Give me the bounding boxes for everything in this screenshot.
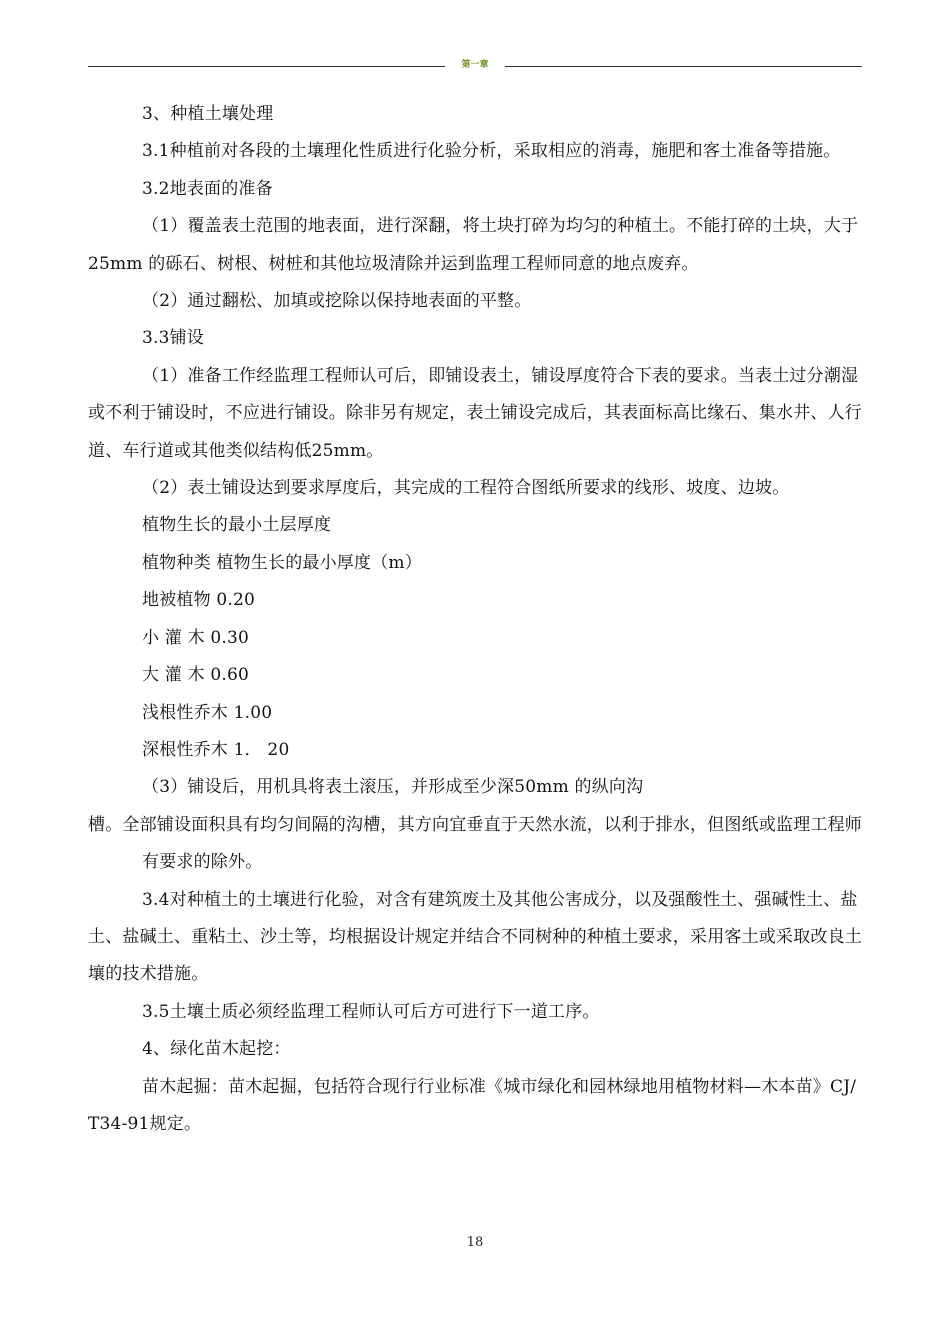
paragraph-3-3-3-cont: 槽。全部铺设面积具有均匀间隔的沟槽，其方向宜垂直于天然水流，以利于排水，但图纸或监理工程师 xyxy=(88,814,862,835)
heading-3-3: 3.3铺设 xyxy=(142,328,205,349)
heading-3-2: 3.2地表面的准备 xyxy=(142,178,273,199)
table-row: 大 灌 木 0.60 xyxy=(142,665,250,686)
table-row: 浅根性乔木 1.00 xyxy=(142,702,273,723)
table-row: 地被植物 0.20 xyxy=(142,590,256,611)
heading-soil-treatment: 3、种植土壤处理 xyxy=(142,104,274,124)
paragraph-3-2-2: （2）通过翻松、加填或挖除以保持地表面的平整。 xyxy=(142,291,532,312)
table-header-row: 植物种类 植物生长的最小厚度（m） xyxy=(142,552,422,573)
table-row: 小 灌 木 0.30 xyxy=(142,627,250,648)
chapter-label: 第一章 xyxy=(445,60,505,70)
document-body xyxy=(88,96,862,1143)
paragraph-3-4: 3.4对种植土的土壤进行化验，对含有建筑废土及其他公害成分，以及强酸性土、强碱性土、盐土、盐碱土、重粘土、沙土等，均根据设计规定并结合不同树种的种植土要求，采用客土或采取改良土壤的技术措施。 xyxy=(88,889,862,985)
paragraph-3-3-3-end: 有要求的除外。 xyxy=(142,852,263,873)
paragraph-3-3-3: （3）铺设后，用机具将表土滚压，并形成至少深50mm 的纵向沟 xyxy=(142,777,644,798)
paragraph-3-5: 3.5土壤土质必须经监理工程师认可后方可进行下一道工序。 xyxy=(142,1001,600,1022)
paragraph-3-3-1: （1）准备工作经监理工程师认可后，即铺设表土，铺设厚度符合下表的要求。当表土过分潮湿或不利于铺设时，不应进行铺设。除非另有规定，表土铺设完成后，其表面标高比缘石、集水井、人行道、车行道或其他类似结构低25mm。 xyxy=(88,365,862,461)
paragraph-3-1: 3.1种植前对各段的土壤理化性质进行化验分析，采取相应的消毒，施肥和客土准备等措施。 xyxy=(142,141,841,162)
table-title: 植物生长的最小土层厚度 xyxy=(142,515,332,536)
page-number: 18 xyxy=(466,1235,484,1250)
table-row: 深根性乔木 1． 20 xyxy=(142,739,290,760)
heading-seedling-digging: 4、绿化苗木起挖： xyxy=(142,1039,291,1060)
paragraph-3-2-1: （1）覆盖表土范围的地表面，进行深翻，将土块打碎为均匀的种植土。不能打碎的土块，大于25mm 的砾石、树根、树桩和其他垃圾清除并运到监理工程师同意的地点废弃。 xyxy=(88,216,859,274)
paragraph-3-3-2: （2）表土铺设达到要求厚度后，其完成的工程符合图纸所要求的线形、坡度、边坡。 xyxy=(142,478,790,499)
paragraph-seedling-digging: 苗木起掘：苗木起掘，包括符合现行行业标准《城市绿化和园林绿地用植物材料—木本苗》CJ/T34-91规定。 xyxy=(88,1076,857,1134)
